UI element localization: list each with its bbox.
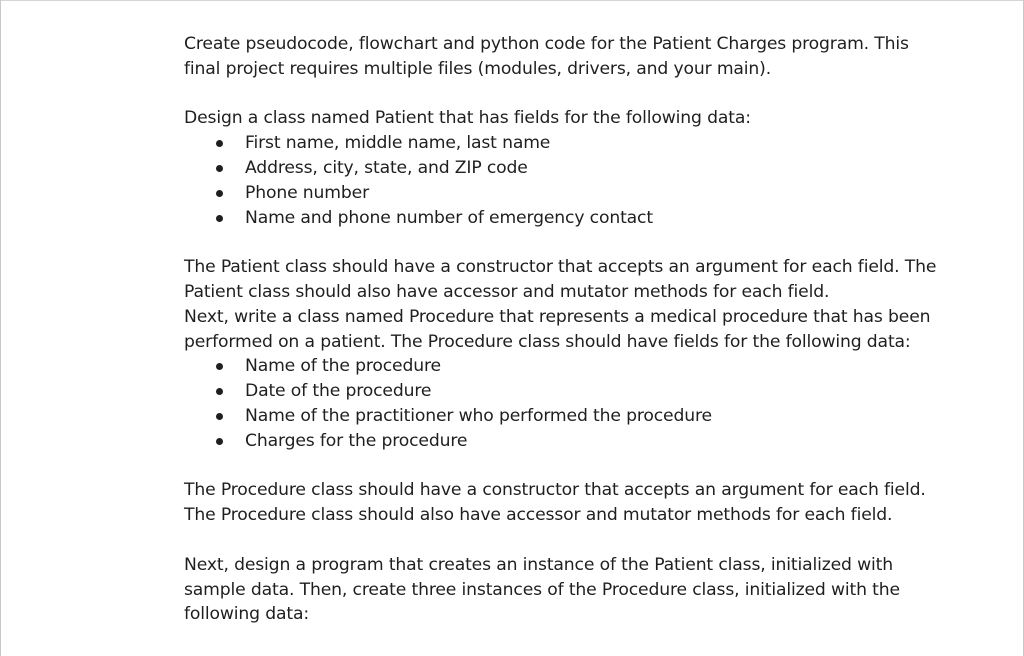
patient-constructor-paragraph xyxy=(184,255,944,305)
program-design-line-2: sample data. Then, create three instances of the Procedure class, initialized with the xyxy=(184,579,900,600)
paragraph-gap xyxy=(184,528,944,553)
list-item-text: Name and phone number of emergency contact xyxy=(245,207,653,228)
procedure-design-section xyxy=(184,305,944,454)
list-item-text: Address, city, state, and ZIP code xyxy=(245,157,528,178)
page-left-edge xyxy=(0,0,1,656)
list-item xyxy=(184,354,944,379)
procedure-constructor-line-2: The Procedure class should also have accessor and mutator methods for each field. xyxy=(184,505,893,526)
procedure-constructor-paragraph xyxy=(184,478,944,528)
intro-line-1: Create pseudocode, flowchart and python code for the Patient Charges program. This xyxy=(184,34,909,54)
list-item-text: Date of the procedure xyxy=(245,381,432,402)
bullet-icon xyxy=(216,190,223,197)
patient-constructor-line-1: The Patient class should have a constructor that accepts an argument for each field. The xyxy=(184,257,937,278)
patient-design-heading: Design a class named Patient that has fields for the following data: xyxy=(184,108,751,129)
procedure-constructor-line-1: The Procedure class should have a constructor that accepts an argument for each field. xyxy=(184,480,926,501)
program-design-paragraph xyxy=(184,553,944,627)
patient-design-section xyxy=(184,106,944,230)
bullet-icon xyxy=(216,438,223,445)
intro-line-2: final project requires multiple files (modules, drivers, and your main). xyxy=(184,58,772,79)
program-design-line-1: Next, design a program that creates an instance of the Patient class, initialized with xyxy=(184,554,893,575)
paragraph-gap xyxy=(184,230,944,255)
list-item-text: Charges for the procedure xyxy=(245,430,468,451)
patient-constructor-line-2: Patient class should also have accessor and mutator methods for each field. xyxy=(184,281,830,302)
list-item-text: Name of the procedure xyxy=(245,356,441,377)
list-item-text: First name, middle name, last name xyxy=(245,133,551,154)
bullet-icon xyxy=(216,215,223,222)
paragraph-gap xyxy=(184,82,944,107)
list-item xyxy=(184,206,944,231)
intro-paragraph xyxy=(184,32,944,82)
list-item-text: Phone number xyxy=(245,182,369,203)
bullet-icon xyxy=(216,140,223,147)
list-item xyxy=(184,404,944,429)
list-item xyxy=(184,131,944,156)
bullet-icon xyxy=(216,363,223,370)
bullet-icon xyxy=(216,388,223,395)
paragraph-gap xyxy=(184,454,944,479)
list-item xyxy=(184,379,944,404)
list-item-text: Name of the practitioner who performed the procedure xyxy=(245,405,712,426)
list-item xyxy=(184,429,944,454)
document-body xyxy=(184,32,944,627)
patient-fields-list xyxy=(184,131,944,230)
bullet-icon xyxy=(216,413,223,420)
page-top-edge xyxy=(0,0,1024,1)
procedure-design-line-2: performed on a patient. The Procedure class should have fields for the following data: xyxy=(184,331,911,352)
procedure-fields-list xyxy=(184,354,944,453)
program-design-line-3: following data: xyxy=(184,604,309,625)
bullet-icon xyxy=(216,165,223,172)
list-item xyxy=(184,181,944,206)
procedure-design-line-1: Next, write a class named Procedure that represents a medical procedure that has been xyxy=(184,306,931,327)
list-item xyxy=(184,156,944,181)
